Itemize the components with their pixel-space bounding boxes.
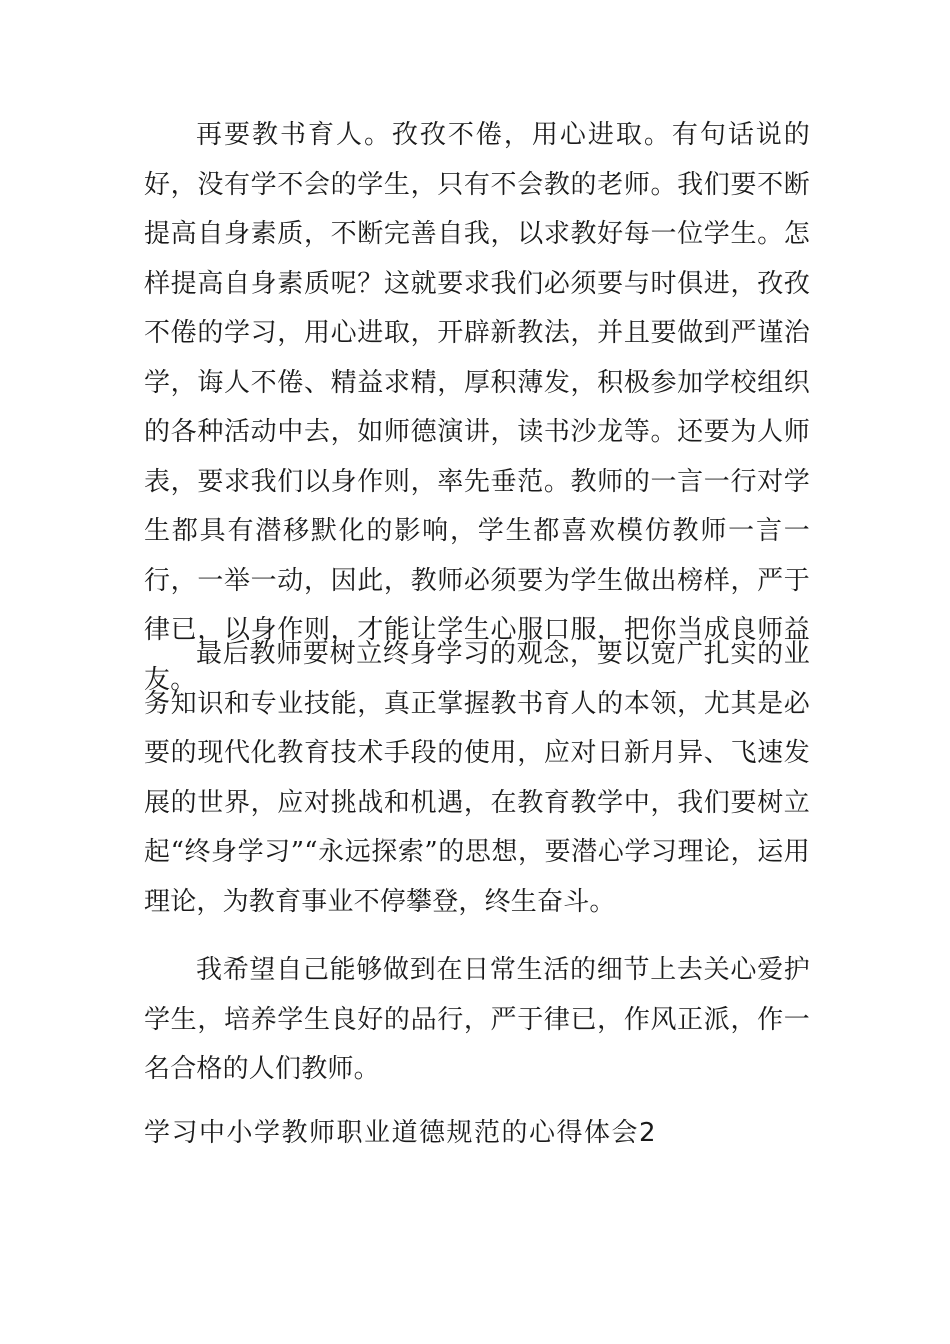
body-text-block-1 xyxy=(144,111,810,705)
section-heading: 学习中小学教师职业道德规范的心得体会2 xyxy=(144,1118,658,1148)
paragraph-lifelong-learning: 最后教师要树立终身学习的观念，要以宽广扎实的业务知识和专业技能，真正掌握教书育人的本领，尤其是必要的现代化教育技术手段的使用，应对日新月异、飞速发展的世界，应对挑战和机遇，在教育教学中，我们要树立起“终身学习”“永远探索”的思想，要潜心学习理论，运用理论，为教育事业不停攀登，终生奋斗。 xyxy=(144,639,810,917)
paragraph-teaching: 再要教书育人。孜孜不倦，用心进取。有句话说的好，没有学不会的学生，只有不会教的老师。我们要不断提高自身素质，不断完善自我，以求教好每一位学生。怎样提高自身素质呢？这就要求我们必须要与时俱进，孜孜不倦的学习，用心进取，开辟新教法，并且要做到严谨治学，诲人不倦、精益求精，厚积薄发，积极参加学校组织的各种活动中去，如师德演讲，读书沙龙等。还要为人师表，要求我们以身作则，率先垂范。教师的一言一行对学生都具有潜移默化的影响，学生都喜欢模仿教师一言一行，一举一动，因此，教师必须要为学生做出榜样，严于律已，以身作则，才能让学生心服口服，把你当成良师益友。 xyxy=(144,120,810,695)
paragraph-hope: 我希望自己能够做到在日常生活的细节上去关心爱护学生，培养学生良好的品行，严于律已，作风正派，作一名合格的人们教师。 xyxy=(144,955,810,1084)
body-text-block-3 xyxy=(144,946,810,1095)
body-text-block-2 xyxy=(144,630,810,927)
